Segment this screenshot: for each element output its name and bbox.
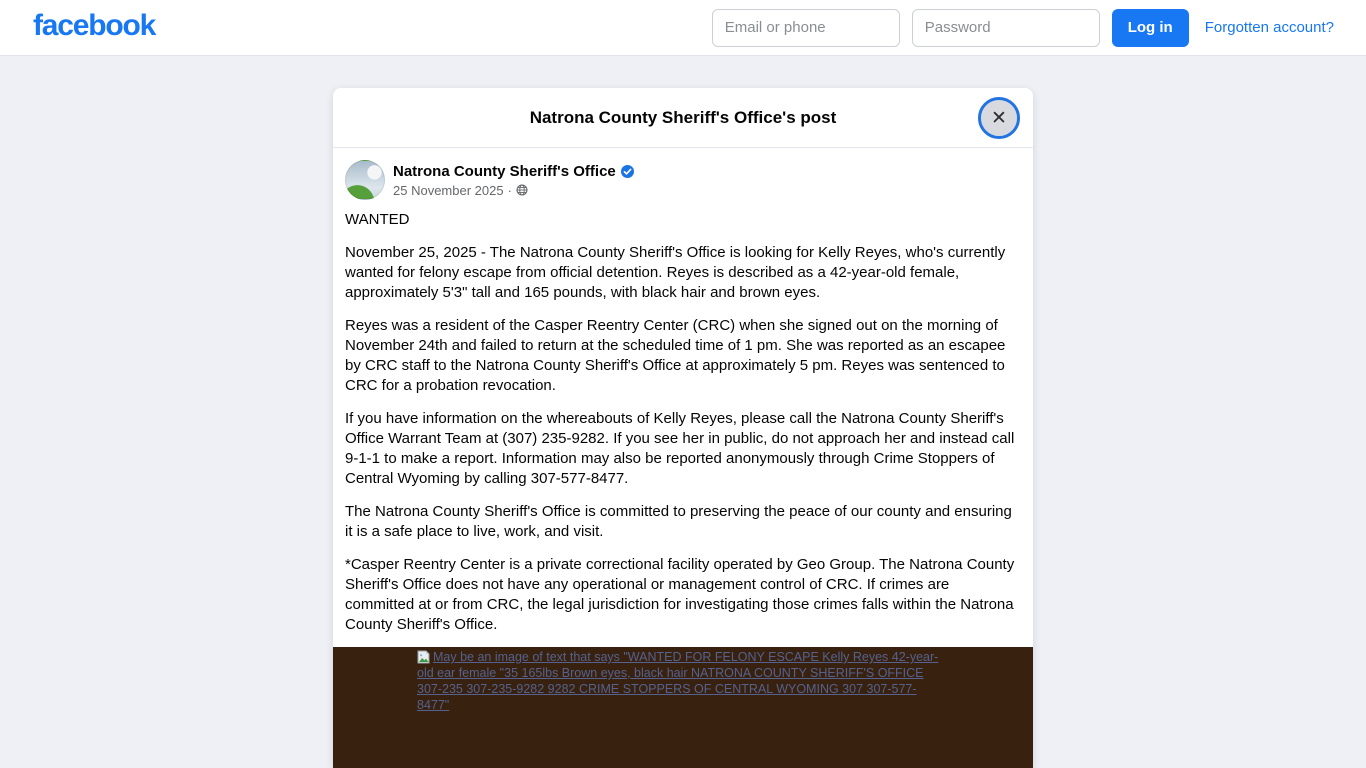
close-button[interactable] <box>981 100 1017 136</box>
post-paragraph: Reyes was a resident of the Casper Reentry Center (CRC) when she signed out on the morning of November 24th and failed to return at the scheduled time of 1 pm. She was reported as an escapee by CRC staff to the Natrona County Sheriff's Office at approximately 5 pm. Reyes was sentenced to CRC for a probation revocation. <box>345 317 1006 394</box>
facebook-logo[interactable]: facebook <box>33 8 156 42</box>
modal-title: Natrona County Sheriff's Office's post <box>529 107 837 127</box>
post-modal <box>333 88 1033 768</box>
modal-header <box>333 88 1033 148</box>
login-button[interactable]: Log in <box>1112 9 1189 47</box>
meta-separator: · <box>507 182 512 198</box>
image-alt-text-block <box>417 649 939 713</box>
post-paragraph: The Natrona County Sheriff's Office is committed to preserving the peace of our county and ensuring it is a safe place to live, work, and visit. <box>345 503 1012 540</box>
post-date[interactable]: 25 November 2025 <box>393 182 504 198</box>
post-text <box>345 210 1019 635</box>
avatar[interactable] <box>345 160 385 200</box>
public-globe-icon <box>516 184 528 196</box>
top-navigation-bar <box>0 0 1366 56</box>
post-meta <box>393 183 634 198</box>
verified-badge-icon <box>621 165 634 178</box>
post-paragraph: WANTED <box>345 211 410 228</box>
post-paragraph: November 25, 2025 - The Natrona County Sheriff's Office is looking for Kelly Reyes, who's currently wanted for felony escape from official detention. Reyes is described as a 42-year-old female, approximately 5'3" tall and 165 pounds, with black hair and brown eyes. <box>345 244 1006 301</box>
post-image-area[interactable] <box>333 647 1033 768</box>
email-input[interactable] <box>712 9 900 47</box>
post-identity <box>393 163 634 198</box>
image-alt-link[interactable]: May be an image of text that says "WANTED FOR FELONY ESCAPE Kelly Reyes 42-year-old ear female "35 165lbs Brown eyes, black hair NATRONA COUNTY SHERIFF'S OFFICE 307-235 307-235-9282 9282 CRIME STOPPERS OF CENTRAL WYOMING 307 307-577-8477" <box>417 650 939 712</box>
post-body <box>333 148 1033 647</box>
broken-image-icon <box>417 650 430 664</box>
login-form <box>712 9 1334 47</box>
author-name-link[interactable]: Natrona County Sheriff's Office <box>393 162 616 180</box>
post-paragraph: *Casper Reentry Center is a private correctional facility operated by Geo Group. The Natrona County Sheriff's Office does not have any operational or management control of CRC. If crimes are committed at or from CRC, the legal jurisdiction for investigating those crimes falls within the Natrona County Sheriff's Office. <box>345 556 1015 633</box>
close-icon: ✕ <box>991 106 1007 129</box>
forgotten-account-link[interactable]: Forgotten account? <box>1204 19 1334 36</box>
password-input[interactable] <box>912 9 1100 47</box>
post-paragraph: If you have information on the whereabouts of Kelly Reyes, please call the Natrona County Sheriff's Office Warrant Team at (307) 235-9282. If you see her in public, do not approach her and instead call 9-1-1 to make a report. Information may also be reported anonymously through Crime Stoppers of Central Wyoming by calling 307-577-8477. <box>345 410 1015 487</box>
post-header <box>345 160 1019 200</box>
